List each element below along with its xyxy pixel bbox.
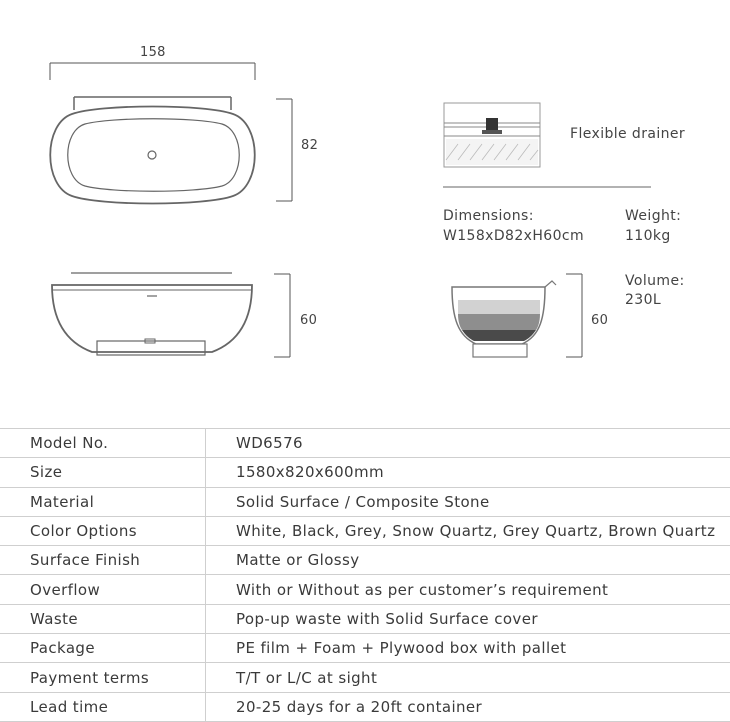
weight-value: 110kg — [625, 228, 671, 244]
spec-key: Overflow — [0, 575, 206, 604]
spec-table — [0, 428, 730, 722]
spec-key: Payment terms — [0, 663, 206, 692]
spec-value: Solid Surface / Composite Stone — [206, 487, 730, 516]
table-row — [0, 692, 730, 721]
tub-section-view — [452, 281, 556, 357]
drainer-label: Flexible drainer — [570, 126, 685, 142]
table-row — [0, 604, 730, 633]
volume-value: 230L — [625, 292, 661, 308]
weight-label: Weight: — [625, 208, 681, 224]
side-height-label: 60 — [300, 313, 317, 328]
top-width-dimension-line — [50, 63, 255, 80]
spec-value: Matte or Glossy — [206, 546, 730, 575]
table-row — [0, 546, 730, 575]
spec-value: 20-25 days for a 20ft container — [206, 692, 730, 721]
top-width-label: 158 — [140, 45, 166, 60]
table-row — [0, 487, 730, 516]
spec-value: T/T or L/C at sight — [206, 663, 730, 692]
tub-top-view — [50, 97, 255, 204]
spec-key: Package — [0, 634, 206, 663]
top-depth-label: 82 — [301, 138, 318, 153]
volume-label: Volume: — [625, 273, 685, 289]
spec-value: PE film + Foam + Plywood box with pallet — [206, 634, 730, 663]
side-height-dimension-line — [274, 274, 290, 357]
top-depth-dimension-line — [276, 99, 292, 201]
table-row — [0, 634, 730, 663]
table-row — [0, 458, 730, 487]
spec-value: White, Black, Grey, Snow Quartz, Grey Quartz, Brown Quartz — [206, 516, 730, 545]
spec-key: Surface Finish — [0, 546, 206, 575]
spec-value: 1580x820x600mm — [206, 458, 730, 487]
table-row — [0, 663, 730, 692]
spec-key: Lead time — [0, 692, 206, 721]
table-row — [0, 429, 730, 458]
spec-key: Material — [0, 487, 206, 516]
tub-side-view — [52, 273, 252, 355]
spec-value: Pop-up waste with Solid Surface cover — [206, 604, 730, 633]
dimensions-value: W158xD82xH60cm — [443, 228, 584, 244]
table-row — [0, 516, 730, 545]
section-height-dimension-line — [566, 274, 582, 357]
dimensions-label: Dimensions: — [443, 208, 534, 224]
drainer-detail — [444, 103, 540, 167]
spec-value: WD6576 — [206, 429, 730, 458]
spec-key: Model No. — [0, 429, 206, 458]
table-row — [0, 575, 730, 604]
section-height-label: 60 — [591, 313, 608, 328]
spec-key: Color Options — [0, 516, 206, 545]
spec-key: Size — [0, 458, 206, 487]
spec-value: With or Without as per customer’s requirement — [206, 575, 730, 604]
spec-key: Waste — [0, 604, 206, 633]
